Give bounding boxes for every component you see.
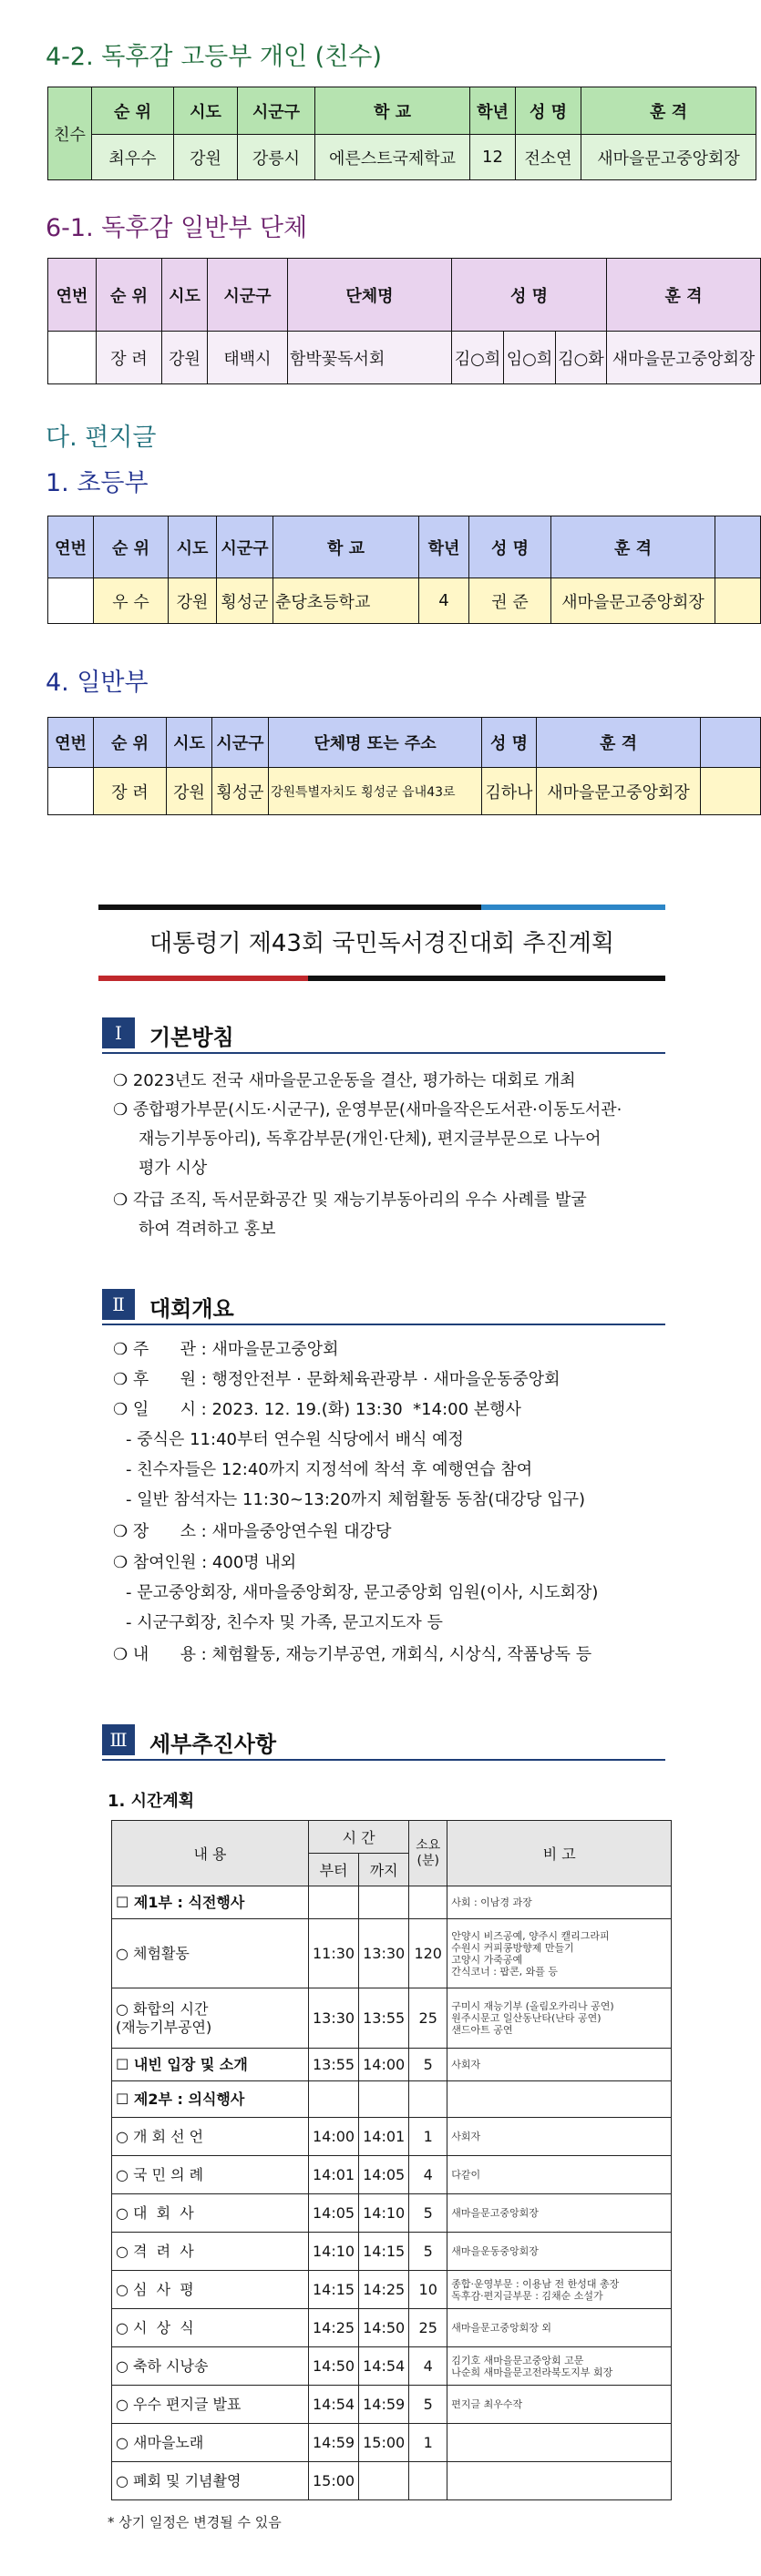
schedule-row — [112, 1886, 672, 1919]
header-cell: 훈 격 — [581, 87, 756, 135]
schedule-content: ○ 축하 시낭송 — [112, 2347, 309, 2386]
schedule-from: 14:01 — [309, 2156, 359, 2194]
header-cell: 시도 — [167, 718, 212, 768]
schedule-from: 13:30 — [309, 1988, 359, 2049]
schedule-note: 새마을문고중앙회장 외 — [447, 2309, 672, 2347]
schedule-to: 14:00 — [359, 2049, 409, 2081]
header-cell: 훈 격 — [537, 718, 701, 768]
table-cell: 김○희 — [452, 332, 504, 384]
header-cell-extra — [701, 718, 761, 768]
table-cell — [48, 768, 94, 815]
schedule-content: ○ 새마을노래 — [112, 2424, 309, 2462]
header-cell: 단체명 또는 주소 — [269, 718, 482, 768]
table-cell: 강원특별자치도 횡성군 읍내43로 — [269, 768, 482, 815]
table-cell: 강릉시 — [238, 135, 315, 180]
table-cell: 태백시 — [208, 332, 288, 384]
table-cell: 권 준 — [469, 578, 551, 624]
schedule-to — [359, 2081, 409, 2118]
schedule-from: 14:59 — [309, 2424, 359, 2462]
overview-line: ❍ 후 원 : 행정안전부 · 문화체육관광부 · 새마을운동중앙회 — [113, 1370, 560, 1389]
overview-line: ❍ 주 관 : 새마을문고중앙회 — [113, 1340, 339, 1359]
schedule-to: 14:59 — [359, 2386, 409, 2424]
award-table-general — [47, 717, 761, 815]
table-cell: 새마을문고중앙회장 — [607, 332, 761, 384]
section-number: Ⅱ — [102, 1289, 135, 1320]
bullet-line: ❍ 2023년도 전국 새마을문고운동을 결산, 평가하는 대회로 개최 — [113, 1071, 576, 1090]
section-2-header — [102, 1289, 665, 1322]
heading-general: 4. 일반부 — [46, 669, 149, 697]
table-cell: 김○화 — [556, 332, 607, 384]
schedule-note: 사회자 — [447, 2118, 672, 2156]
header-cell-extra — [715, 516, 761, 578]
schedule-to: 14:25 — [359, 2271, 409, 2309]
schedule-dur: 5 — [409, 2194, 447, 2233]
schedule-content: ☐ 제1부 : 식전행사 — [112, 1886, 309, 1919]
header-cell: 시도 — [162, 259, 208, 332]
header-content: 내 용 — [112, 1821, 309, 1886]
schedule-row — [112, 2156, 672, 2194]
schedule-from: 14:00 — [309, 2118, 359, 2156]
schedule-content: ○ 국 민 의 례 — [112, 2156, 309, 2194]
schedule-content: ☐ 내빈 입장 및 소개 — [112, 2049, 309, 2081]
schedule-content: ○ 폐회 및 기념촬영 — [112, 2462, 309, 2500]
table-cell: 춘당초등학교 — [273, 578, 419, 624]
header-from: 부터 — [309, 1854, 359, 1886]
heading-elementary: 1. 초등부 — [46, 469, 149, 497]
schedule-to: 14:10 — [359, 2194, 409, 2233]
table-cell: 임○희 — [504, 332, 556, 384]
schedule-from — [309, 2081, 359, 2118]
bullet-line: 평가 시상 — [139, 1159, 208, 1178]
section-title: 대회개요 — [149, 1296, 234, 1322]
schedule-from: 13:55 — [309, 2049, 359, 2081]
schedule-dur: 5 — [409, 2049, 447, 2081]
schedule-to: 14:01 — [359, 2118, 409, 2156]
table-cell: 12 — [470, 135, 516, 180]
section-underline — [102, 1052, 665, 1054]
schedule-row — [112, 2386, 672, 2424]
schedule-table — [111, 1820, 672, 2500]
schedule-to: 13:55 — [359, 1988, 409, 2049]
schedule-row — [112, 2424, 672, 2462]
schedule-dur — [409, 2081, 447, 2118]
table-cell-extra — [701, 768, 761, 815]
bullet-line: ❍ 종합평가부문(시도·시군구), 운영부문(새마을작은도서관·이동도서관· — [113, 1100, 622, 1119]
schedule-dur: 5 — [409, 2386, 447, 2424]
header-time: 시 간 — [309, 1821, 409, 1854]
overview-line: - 문고중앙회장, 새마을중앙회장, 문고중앙회 임원(이사, 시도회장) — [126, 1583, 599, 1602]
schedule-content: ○ 개 회 선 언 — [112, 2118, 309, 2156]
schedule-row — [112, 2271, 672, 2309]
schedule-row — [112, 2309, 672, 2347]
header-cell: 연번 — [48, 718, 94, 768]
schedule-dur: 4 — [409, 2347, 447, 2386]
table-cell — [48, 332, 97, 384]
schedule-row — [112, 2194, 672, 2233]
header-cell: 학년 — [419, 516, 469, 578]
heading-letters: 다. 편지글 — [46, 424, 157, 452]
schedule-note: 새마을문고중앙회장 — [447, 2194, 672, 2233]
schedule-note: 종합·운영부문 : 이용남 전 한성대 총장 독후감·편지글부문 : 김채순 소설가 — [447, 2271, 672, 2309]
header-cell: 학 교 — [273, 516, 419, 578]
schedule-to: 14:50 — [359, 2309, 409, 2347]
schedule-note — [447, 2462, 672, 2500]
schedule-note: 안양시 비즈공예, 양주시 캘리그라피 수원시 커피콩방향제 만들기 고양시 가죽공예 간식코너 : 팝콘, 와플 등 — [447, 1919, 672, 1988]
award-table-4-2 — [47, 87, 756, 180]
schedule-content: ○ 대 회 사 — [112, 2194, 309, 2233]
schedule-to: 14:05 — [359, 2156, 409, 2194]
table-cell-extra — [715, 578, 761, 624]
table-cell: 강원 — [162, 332, 208, 384]
schedule-footnote: * 상기 일정은 변경될 수 있음 — [108, 2514, 282, 2530]
section-underline — [102, 1324, 665, 1325]
schedule-from: 15:00 — [309, 2462, 359, 2500]
heading-6-1: 6-1. 독후감 일반부 단체 — [46, 214, 308, 242]
schedule-dur: 25 — [409, 1988, 447, 2049]
table-cell: 전소연 — [516, 135, 581, 180]
table-cell: 횡성군 — [212, 768, 269, 815]
schedule-note — [447, 2424, 672, 2462]
bullet-line: 하여 격려하고 홍보 — [139, 1220, 276, 1239]
side-label: 친수 — [48, 87, 92, 180]
schedule-note: 다같이 — [447, 2156, 672, 2194]
schedule-dur: 120 — [409, 1919, 447, 1988]
header-cell: 성 명 — [469, 516, 551, 578]
title-bar-top-blue — [481, 905, 665, 910]
header-cell: 순 위 — [92, 87, 174, 135]
schedule-note — [447, 2081, 672, 2118]
header-duration: 소요 (분) — [409, 1821, 447, 1886]
bullet-line: ❍ 각급 조직, 독서문화공간 및 재능기부동아리의 우수 사례를 발굴 — [113, 1191, 587, 1210]
table-cell: 강원 — [169, 578, 217, 624]
overview-line: - 친수자들은 12:40까지 지정석에 착석 후 예행연습 참여 — [126, 1460, 533, 1479]
schedule-from: 14:25 — [309, 2309, 359, 2347]
schedule-dur — [409, 1886, 447, 1919]
schedule-to: 14:54 — [359, 2347, 409, 2386]
schedule-to — [359, 1886, 409, 1919]
header-cell: 순 위 — [94, 516, 169, 578]
schedule-dur — [409, 2462, 447, 2500]
schedule-row — [112, 2049, 672, 2081]
schedule-row — [112, 2462, 672, 2500]
title-bar-bottom-red — [98, 976, 308, 981]
schedule-note: 사회 : 이남경 과장 — [447, 1886, 672, 1919]
plan-title: 대통령기 제43회 국민독서경진대회 추진계획 — [149, 930, 614, 957]
header-cell: 훈 격 — [551, 516, 715, 578]
header-cell: 시군구 — [212, 718, 269, 768]
header-cell: 시도 — [174, 87, 238, 135]
section-title: 세부추진사항 — [149, 1732, 277, 1757]
table-cell: 새마을문고중앙회장 — [537, 768, 701, 815]
header-to: 까지 — [359, 1854, 409, 1886]
schedule-note: 새마을운동중앙회장 — [447, 2233, 672, 2271]
schedule-row — [112, 2233, 672, 2271]
schedule-content: ☐ 제2부 : 의식행사 — [112, 2081, 309, 2118]
table-cell: 새마을문고중앙회장 — [551, 578, 715, 624]
header-note: 비 고 — [447, 1821, 672, 1886]
header-cell: 성 명 — [482, 718, 537, 768]
section-number: Ⅰ — [102, 1017, 135, 1048]
header-cell: 시군구 — [208, 259, 288, 332]
schedule-from: 14:50 — [309, 2347, 359, 2386]
header-cell: 순 위 — [94, 718, 167, 768]
table-cell: 새마을문고중앙회장 — [581, 135, 756, 180]
header-cell: 성 명 — [516, 87, 581, 135]
schedule-content: ○ 화합의 시간 (재능기부공연) — [112, 1988, 309, 2049]
table-cell: 우 수 — [94, 578, 169, 624]
header-cell: 단체명 — [288, 259, 452, 332]
schedule-to — [359, 2462, 409, 2500]
heading-4-2: 4-2. 독후감 고등부 개인 (친수) — [46, 43, 382, 71]
plan-title-box — [98, 905, 665, 981]
schedule-dur: 5 — [409, 2233, 447, 2271]
schedule-row — [112, 1919, 672, 1988]
bullet-line: 재능기부동아리), 독후감부문(개인·단체), 편지글부문으로 나누어 — [139, 1130, 602, 1149]
schedule-row — [112, 2118, 672, 2156]
schedule-note: 구미시 재능기부 (올림오카리나 공연) 원주시문고 일산동난타(난타 공연) 샌드아트 공연 — [447, 1988, 672, 2049]
table-cell: 장 려 — [97, 332, 162, 384]
header-cell: 시군구 — [238, 87, 315, 135]
overview-line: ❍ 참여인원 : 400명 내외 — [113, 1553, 297, 1572]
table-cell: 장 려 — [94, 768, 167, 815]
schedule-row — [112, 2081, 672, 2118]
title-bar-top-black — [98, 905, 481, 910]
table-cell: 함박꽃독서회 — [288, 332, 452, 384]
schedule-from: 14:10 — [309, 2233, 359, 2271]
header-cell: 학년 — [470, 87, 516, 135]
schedule-from: 14:05 — [309, 2194, 359, 2233]
schedule-note: 편지글 최우수작 — [447, 2386, 672, 2424]
overview-line: - 일반 참석자는 11:30~13:20까지 체험활동 동참(대강당 입구) — [126, 1490, 586, 1509]
schedule-from: 14:54 — [309, 2386, 359, 2424]
schedule-from — [309, 1886, 359, 1919]
schedule-content: ○ 심 사 평 — [112, 2271, 309, 2309]
section-title: 기본방침 — [149, 1025, 234, 1050]
header-cell: 훈 격 — [607, 259, 761, 332]
header-cell: 성 명 — [452, 259, 607, 332]
overview-line: ❍ 내 용 : 체험활동, 재능기부공연, 개회식, 시상식, 작품낭독 등 — [113, 1645, 592, 1664]
overview-line: - 중식은 11:40부터 연수원 식당에서 배식 예정 — [126, 1430, 464, 1449]
schedule-note: 김기호 새마을문고중앙회 고문 나순희 새마을문고전라북도지부 회장 — [447, 2347, 672, 2386]
section-number: Ⅲ — [102, 1724, 135, 1755]
header-cell: 시도 — [169, 516, 217, 578]
schedule-note: 사회자 — [447, 2049, 672, 2081]
schedule-dur: 1 — [409, 2118, 447, 2156]
table-cell: 횡성군 — [217, 578, 273, 624]
award-table-elementary — [47, 516, 761, 624]
header-cell: 시군구 — [217, 516, 273, 578]
schedule-to: 13:30 — [359, 1919, 409, 1988]
subsection-title: 1. 시간계획 — [108, 1792, 195, 1811]
table-cell: 강원 — [167, 768, 212, 815]
table-cell: 4 — [419, 578, 469, 624]
table-cell: 강원 — [174, 135, 238, 180]
schedule-row — [112, 1988, 672, 2049]
table-cell — [48, 578, 94, 624]
title-bar-bottom-black — [308, 976, 665, 981]
schedule-dur: 1 — [409, 2424, 447, 2462]
section-3-header — [102, 1724, 665, 1757]
schedule-from: 14:15 — [309, 2271, 359, 2309]
schedule-row — [112, 2347, 672, 2386]
header-cell: 연번 — [48, 516, 94, 578]
table-cell: 에른스트국제학교 — [315, 135, 470, 180]
schedule-content: ○ 시 상 식 — [112, 2309, 309, 2347]
schedule-from: 11:30 — [309, 1919, 359, 1988]
section-1-header — [102, 1017, 665, 1050]
schedule-to: 15:00 — [359, 2424, 409, 2462]
table-cell: 김하나 — [482, 768, 537, 815]
table-cell: 최우수 — [92, 135, 174, 180]
schedule-content: ○ 우수 편지글 발표 — [112, 2386, 309, 2424]
overview-line: ❍ 장 소 : 새마을중앙연수원 대강당 — [113, 1522, 392, 1541]
section-underline — [102, 1759, 665, 1761]
overview-line: ❍ 일 시 : 2023. 12. 19.(화) 13:30 *14:00 본행사 — [113, 1400, 521, 1419]
header-cell: 순 위 — [97, 259, 162, 332]
header-cell: 연번 — [48, 259, 97, 332]
schedule-dur: 10 — [409, 2271, 447, 2309]
award-table-6-1 — [47, 258, 761, 384]
overview-line: - 시군구회장, 친수자 및 가족, 문고지도자 등 — [126, 1613, 443, 1632]
schedule-content: ○ 격 려 사 — [112, 2233, 309, 2271]
schedule-content: ○ 체험활동 — [112, 1919, 309, 1988]
schedule-dur: 4 — [409, 2156, 447, 2194]
schedule-dur: 25 — [409, 2309, 447, 2347]
schedule-to: 14:15 — [359, 2233, 409, 2271]
header-cell: 학 교 — [315, 87, 470, 135]
